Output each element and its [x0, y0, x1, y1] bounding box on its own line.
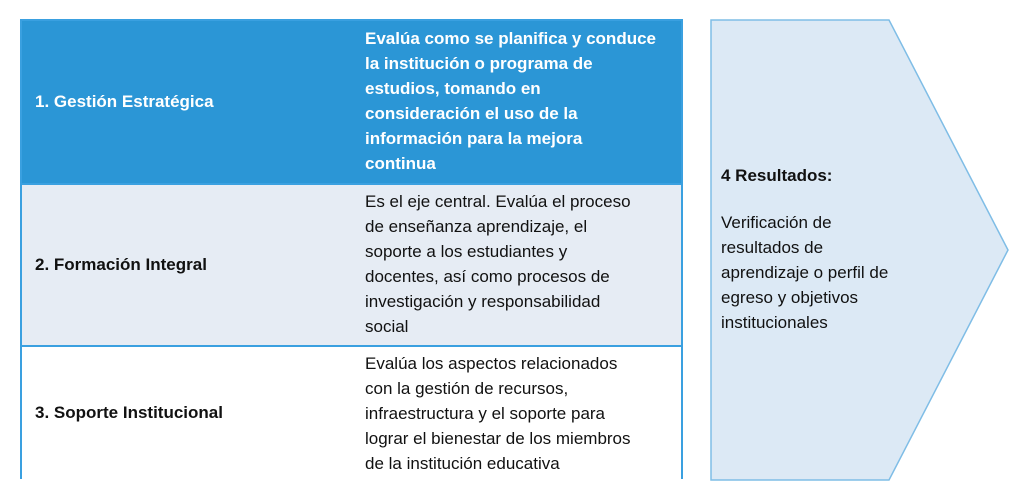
row-description: Evalúa los aspectos relacionados con la gestión de recursos, infraestructura y el soporte para lograr el bienestar de los miembros de la institución educativa — [365, 354, 631, 473]
row-label: 1. Gestión Estratégica — [35, 92, 214, 111]
row-label: 2. Formación Integral — [35, 255, 207, 274]
results-content — [721, 163, 941, 335]
row-description: Es el eje central. Evalúa el proceso de enseñanza aprendizaje, el soporte a los estudiantes y docentes, así como procesos de investigación y responsabilidad social — [365, 192, 631, 336]
dimensions-table — [20, 19, 683, 479]
row-description: Evalúa como se planifica y conduce la institución o programa de estudios, tomando en consideración el uso de la información para la mejora continua — [365, 29, 656, 173]
table-row-integral-formation — [22, 183, 681, 345]
results-body: Verificación de resultados de aprendizaje o perfil de egreso y objetivos institucionales — [721, 213, 889, 332]
table-row-institutional-support — [22, 345, 681, 479]
row-label: 3. Soporte Institucional — [35, 403, 223, 422]
results-title: 4 Resultados: — [721, 166, 833, 185]
table-row-strategic-management — [22, 21, 681, 183]
